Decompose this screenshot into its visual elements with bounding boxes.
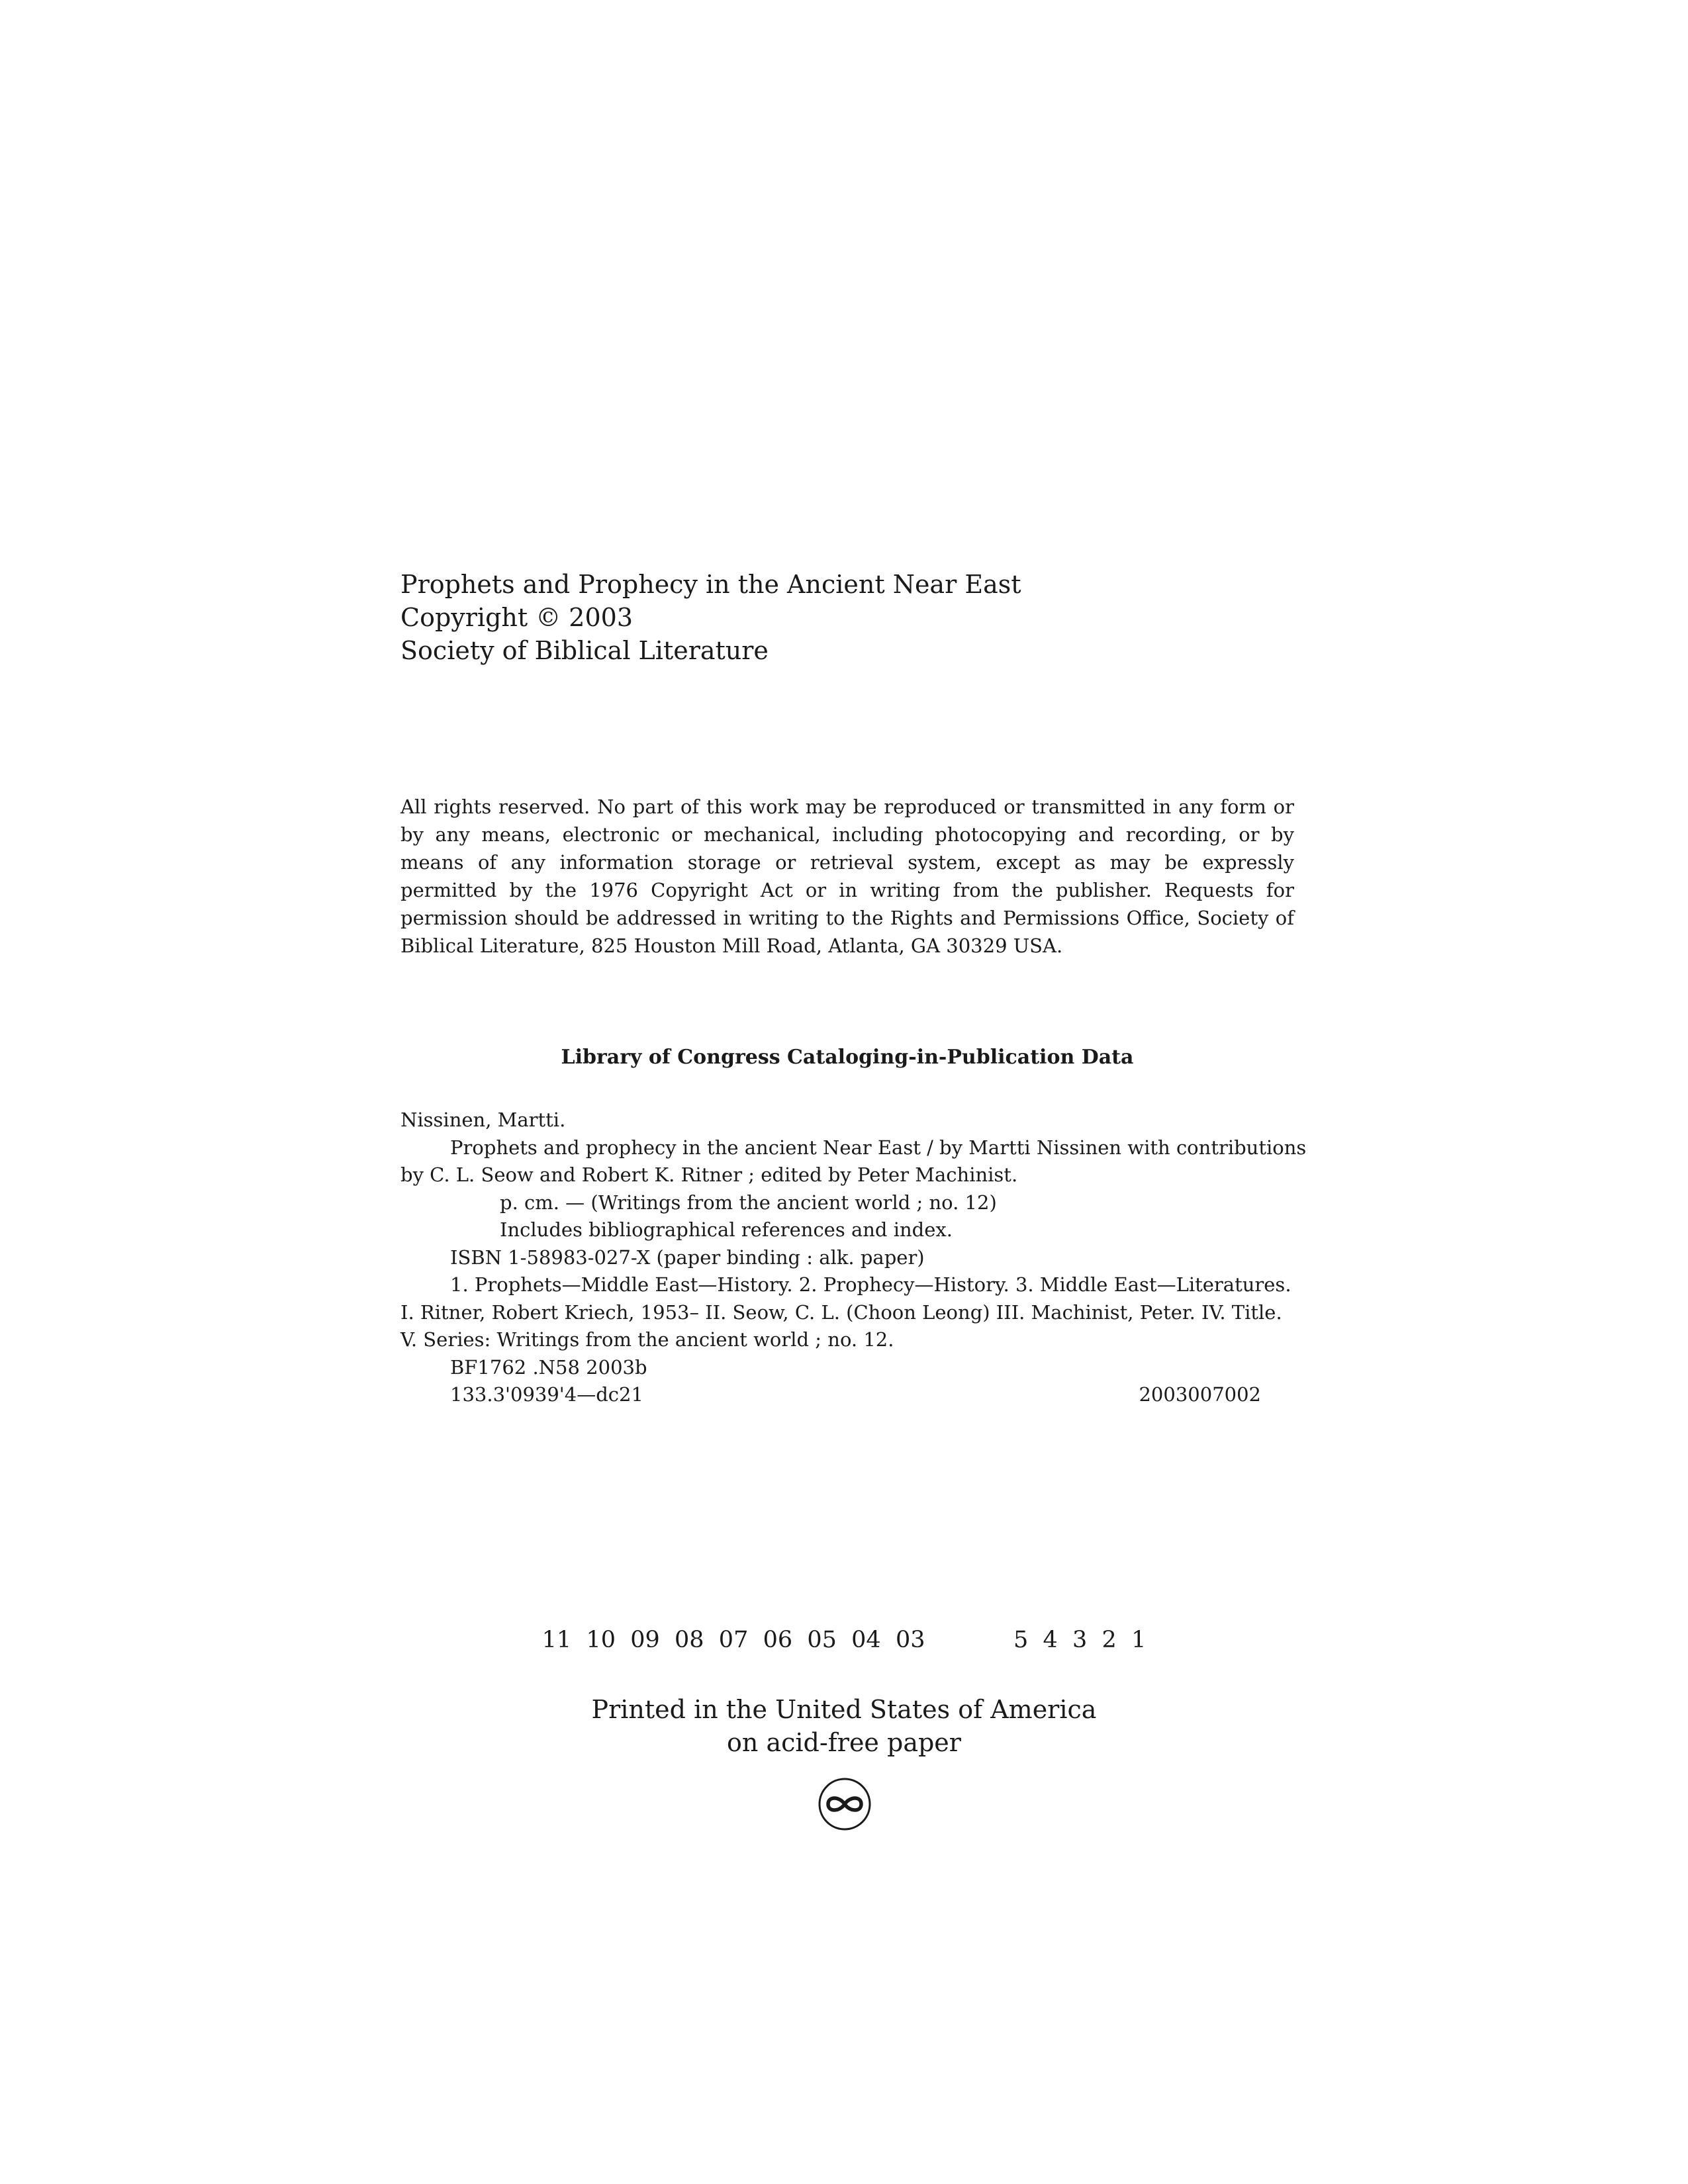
copyright-line: Copyright © 2003 bbox=[400, 603, 633, 632]
cip-lc-call-number: BF1762 .N58 2003b bbox=[450, 1355, 647, 1379]
cip-bib-note: Includes bibliographical references and index. bbox=[500, 1218, 953, 1241]
title-block bbox=[400, 568, 1021, 667]
cip-subjects-3: V. Series: Writings from the ancient world ; no. 12. bbox=[400, 1328, 894, 1351]
rights-statement: All rights reserved. No part of this work may be reproduced or transmitted in any form or by any means, electronic or mechanical, including photocopying and recording, or by means of any information storage or retrieval system, except as may be expressly permitted by the 1976 Copyright Act or in writing from the publisher. Requests for permission should be addressed in writing to the Rights and Permissions Office, Society of Biblical Literature, 825 Houston Mill Road, Atlanta, GA 30329 USA. bbox=[400, 796, 1294, 957]
cip-heading: Library of Congress Cataloging-in-Publication Data bbox=[561, 1046, 1134, 1069]
publisher-name: Society of Biblical Literature bbox=[400, 636, 769, 665]
printed-line-1: Printed in the United States of America bbox=[591, 1695, 1097, 1724]
infinity-circle-icon bbox=[818, 1777, 872, 1831]
printed-statement bbox=[0, 1693, 1688, 1759]
cip-subjects-2: I. Ritner, Robert Kriech, 1953– II. Seow, C. L. (Choon Leong) III. Machinist, Peter. IV. Title. bbox=[400, 1300, 1282, 1324]
cip-subjects-1: 1. Prophets—Middle East—History. 2. Prophecy—History. 3. Middle East—Literatures. bbox=[450, 1273, 1291, 1296]
cip-series-note: p. cm. — (Writings from the ancient world ; no. 12) bbox=[500, 1191, 997, 1214]
cip-lccn: 2003007002 bbox=[1139, 1383, 1261, 1406]
printed-line-2: on acid-free paper bbox=[727, 1728, 961, 1757]
cip-title-line-2: by C. L. Seow and Robert K. Ritner ; edited by Peter Machinist. bbox=[400, 1163, 1018, 1186]
cip-author: Nissinen, Martti. bbox=[400, 1109, 566, 1131]
printing-number-line: 11 10 09 08 07 06 05 04 03 5 4 3 2 1 bbox=[541, 1627, 1147, 1653]
cip-title-line-1: Prophets and prophecy in the ancient Near East / by Martti Nissinen with contributions bbox=[450, 1136, 1307, 1159]
cip-record bbox=[400, 1107, 1307, 1409]
cip-dewey-number: 133.3'0939'4—dc21 bbox=[450, 1383, 643, 1406]
cip-isbn: ISBN 1-58983-027-X (paper binding : alk. paper) bbox=[450, 1246, 925, 1269]
book-title: Prophets and Prophecy in the Ancient Near East bbox=[400, 570, 1021, 599]
cip-classification-row bbox=[400, 1381, 1294, 1409]
